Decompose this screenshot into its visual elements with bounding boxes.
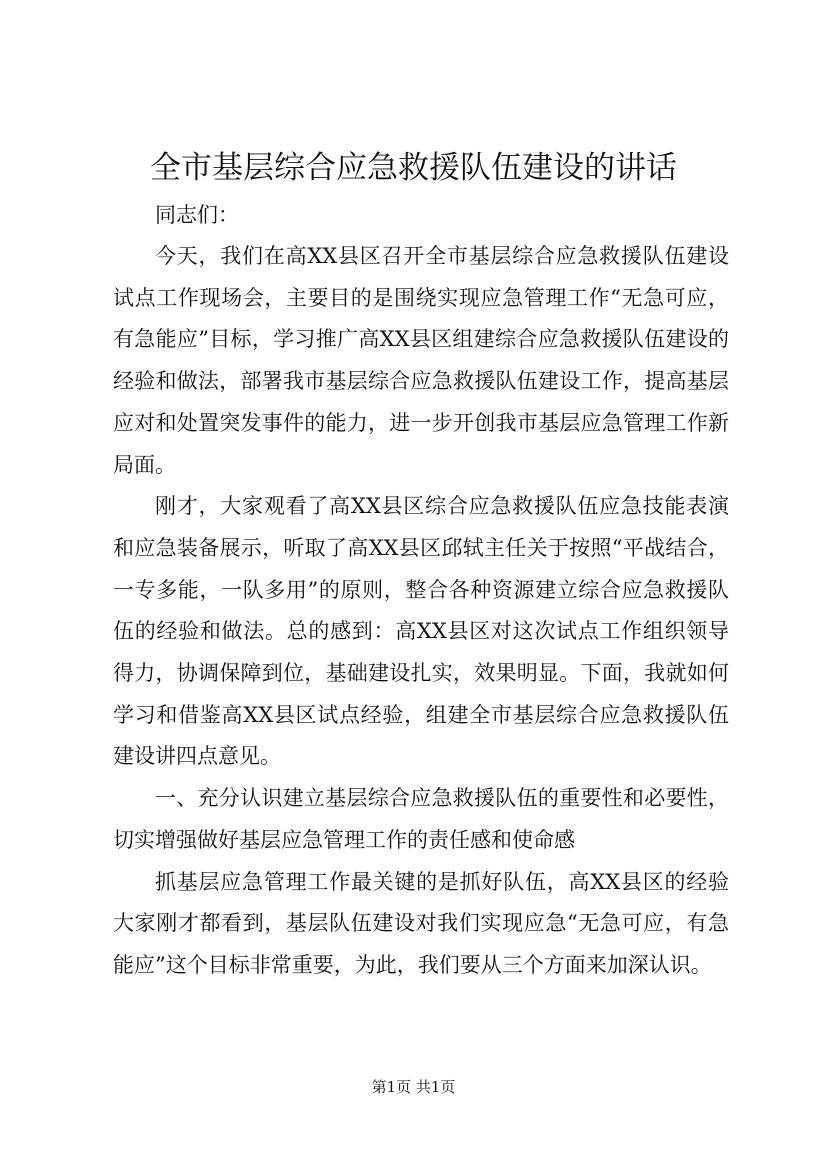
paragraph-3: 抓基层应急管理工作最关键的是抓好队伍，高XX县区的经验大家刚才都看到，基层队伍建设对我们实现应急“无急可应，有急能应”这个目标非常重要，为此，我们要从三个方面来加深认识。 (113, 869, 729, 977)
paragraph-1: 今天，我们在高XX县区召开全市基层综合应急救援队伍建设试点工作现场会，主要目的是围绕实现应急管理工作“无急可应，有急能应”目标，学习推广高XX县区组建综合应急救援队伍建设的经验和做法，部署我市基层综合应急救援队伍建设工作，提高基层应对和处置突发事件的能力，进一步开创我市基层应急管理工作新局面。 (113, 244, 729, 477)
page-footer: 第1页 共1页 (371, 1078, 456, 1096)
document-body (113, 196, 729, 987)
section-heading-1: 一、充分认识建立基层综合应急救援队伍的重要性和必要性，切实增强做好基层应急管理工作的责任感和使命感 (113, 786, 729, 852)
paragraph-2: 刚才，大家观看了高XX县区综合应急救援队伍应急技能表演和应急装备展示，听取了高XX县区邱轼主任关于按照“平战结合，一专多能，一队多用”的原则，整合各种资源建立综合应急救援队伍的经验和做法。总的感到：高XX县区对这次试点工作组织领导得力，协调保障到位，基础建设扎实，效果明显。下面，我就如何学习和借鉴高XX县区试点经验，组建全市基层综合应急救援队伍建设讲四点意见。 (113, 494, 729, 769)
document-title: 全市基层综合应急救援队伍建设的讲话 (150, 150, 677, 186)
salutation: 同志们： (155, 203, 239, 227)
